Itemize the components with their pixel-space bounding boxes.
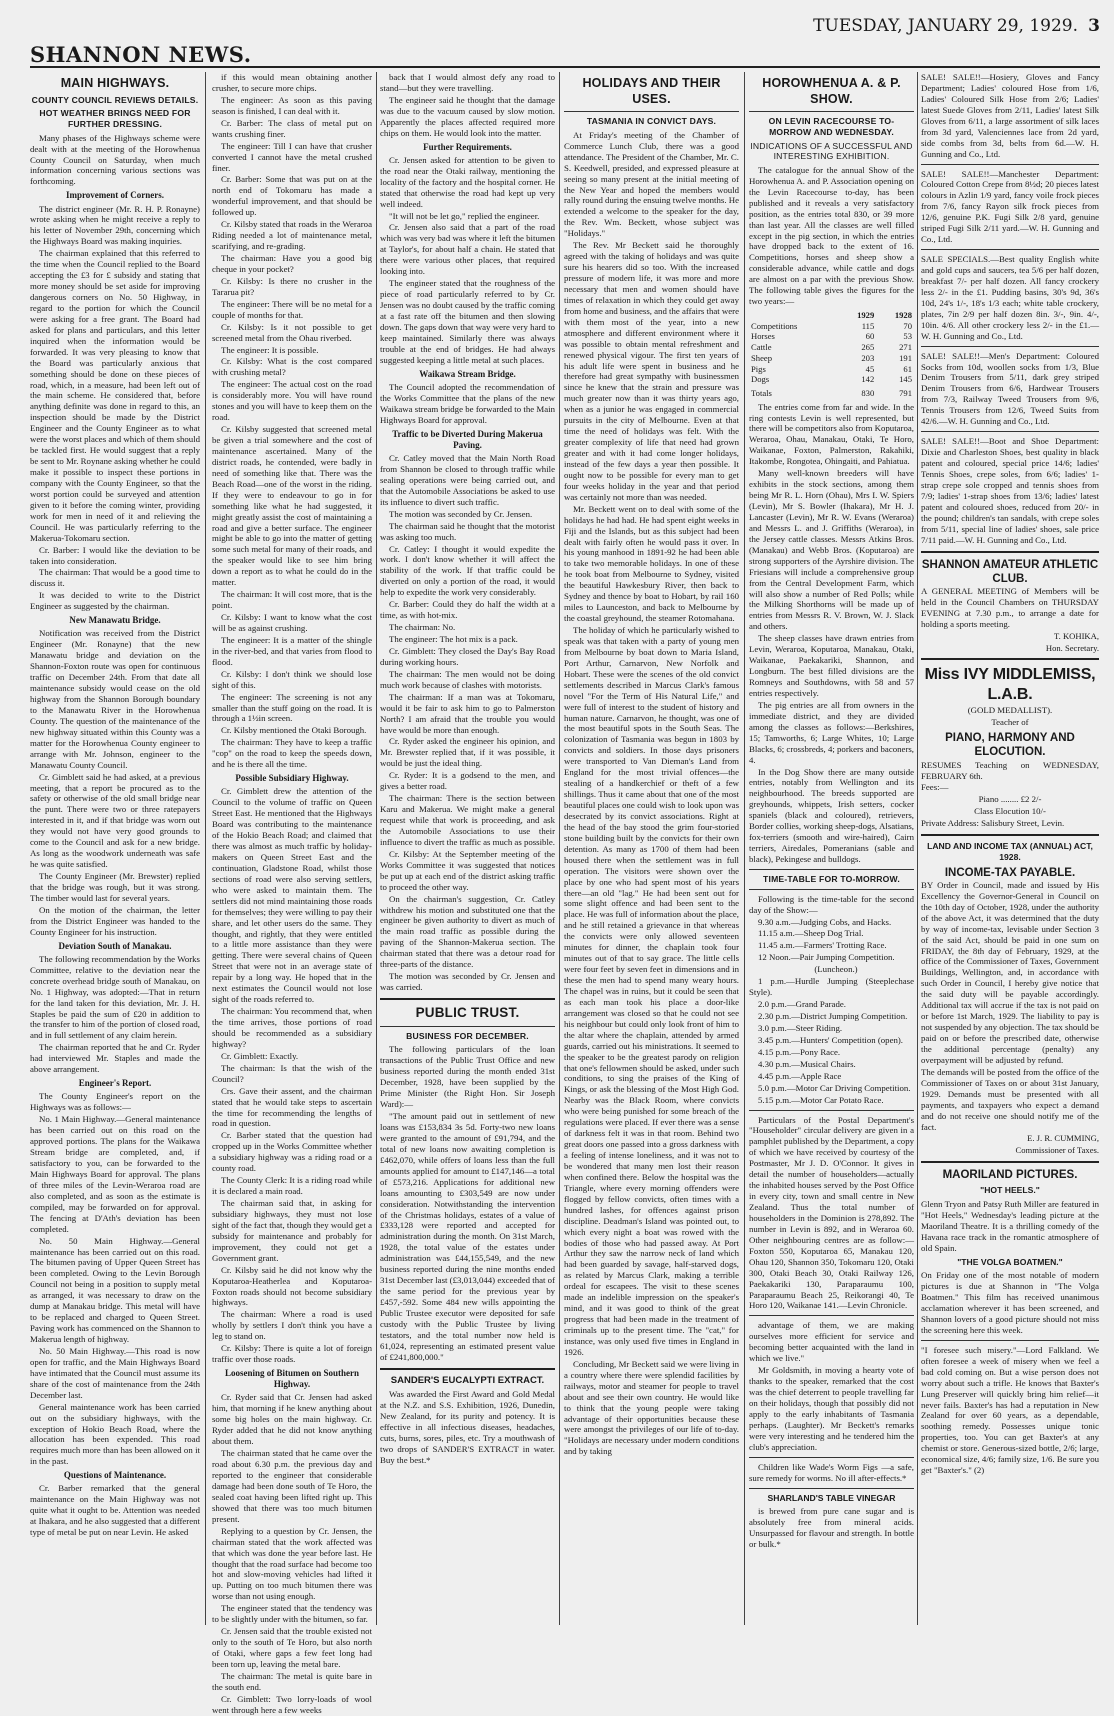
section-heading: Questions of Maintenance. — [63, 1470, 167, 1481]
column-rule — [205, 72, 206, 1625]
paragraph: Cr. Kilsby stated that roads in the Weraroa Riding needed a lot of maintenance metal, scarifying, and re-grading. — [212, 219, 372, 252]
timetable-item: (Luncheon.) — [814, 964, 858, 975]
timetable-item: 4.30 p.m.—Musical Chairs. — [758, 1058, 856, 1069]
paragraph: The chairman: The metal is quite bare in the south end. — [212, 1670, 372, 1692]
advert-heading: INCOME-TAX PAYABLE. — [944, 866, 1076, 879]
paragraph: The engineer: As soon as this paving season is finished, I can deal with it. — [212, 94, 372, 116]
table-total-row — [749, 385, 914, 399]
paragraph: Cr. Catley moved that the Main North Road from Shannon be closed to through traffic while sealing operations were being carried out, and that the Automobile Associations be asked to use its influence to divert such traffic. — [380, 453, 555, 507]
paragraph: On the motion of the chairman, the letter from the District Engineer was handed to the County Engineer for his instruction. — [30, 904, 200, 937]
paragraph: Cr. Catley: I thought it would expedite the work. I don't know whether it will affect the stability of the work. If that traffic could be diverted on only a portion of the road, it would help to expedite the work very considerably. — [380, 543, 555, 598]
divider — [749, 111, 914, 112]
paragraph: Cr. Jensen also said that a part of the road which was very bad was where it left the bitumen at Taylor's, for about half a chain. He stated that there were various other places, that required looking into. — [380, 222, 555, 277]
notice-text: The demands will be posted from the office of the Commissioner of Taxes on or about 31st January, 1929. Demands must be presented with all payments, and taxpayers who expect a demand and do not receive one should notify me of the fact. — [921, 1066, 1099, 1132]
subheadline: TASMANIA IN CONVICT DAYS. — [586, 116, 717, 127]
paragraph: The chairman said he thought that the motorist was asking too much. — [380, 520, 555, 542]
advert-heading: SHANNON AMATEUR ATHLETIC CLUB. — [921, 558, 1099, 585]
divider — [921, 834, 1099, 836]
paragraph: The Rev. Mr Beckett said he thoroughly agreed with the taking of holidays and was quite sure his hearers did so too. With the increased pressure of modern life, it was more and more necessary that men and women should have times of relaxation in which they could get away from home and business, and the affairs that were with them most of the year, into a new atmosphere and different environment where it was possible to obtain mental refreshment and renewed physical vigour. The first ten years of his adult life were spent in business and he therefore had great sympathy with businessmen since he knew that the strain and pressure was much greater now than it was thirty years ago, when as a junior he was engaged in commercial pursuits in the city of Melbourne. Even at that time the need of holidays was felt. With the greater complexity of life that need had grown greater and with it had come longer holidays, instead of the few days a year then possible. It ought now to be possible for every man to get four weeks holiday in the year and that period was certainly not more than was needed. — [564, 240, 739, 502]
paragraph: Cr. Barber stated that the question had cropped up in the Works Committee whether a subsidiary highway was a riding road or a county road. — [212, 1130, 372, 1174]
paragraph: At Friday's meeting of the Chamber of Commerce Lunch Club, there was a good attendance. The President of the Chamber, Mr. C. S. Keedwell, presided, and expressed pleasure at seeing so many present at the initial meeting of the New Year and hoped the members would rally round during the ensuing twelve months. He extended a welcome to the speaker for the day, the Rev. Wm. Beckett, whose subject was "Holidays." — [564, 129, 739, 239]
subheadline: BUSINESS FOR DECEMBER. — [406, 1030, 529, 1041]
divider — [564, 111, 739, 112]
subheadline: TIME-TABLE FOR TO-MORROW. — [763, 873, 900, 884]
table-row — [749, 331, 914, 342]
advert-text: Was awarded the First Award and Gold Medal at the N.Z. and S.S. Exhibition, 1926, Dunedin, New Zealand, for its purity and potency. It is effective in all infectious diseases, headaches, cuts, burns, sores, piles, etc. Try a mouthwash of two drops of SANDER'S EXTRACT in water. Buy the best.* — [380, 1389, 555, 1466]
paragraph: General maintenance work has been carried out on the subsidiary highways, with the exception of Hokio Beach Road, where the allocation has been expended. This road requires much more than has been allowed on it in the past. — [30, 1401, 200, 1467]
paragraph: Cr. Barber: Some that was put on at the north end of Tokomaru has made a wonderful improvement, and that should be followed up. — [212, 174, 372, 218]
paragraph: if this would mean obtaining another crusher, to secure more chips. — [212, 72, 372, 93]
section-heading: Engineer's Report. — [78, 1078, 152, 1089]
section-heading: Possible Subsidiary Highway. — [235, 773, 349, 784]
paragraph: On the chairman's suggestion, Cr. Catley withdrew his motion and substituted one that the engineer be given authority to divert as much of the main road traffic as possible during the paving of the Shannon-Makerua section. The chairman stated that there was a detour road for three-parts of the distance. — [380, 893, 555, 970]
paper-name: SHANNON NEWS. — [30, 42, 252, 67]
subheadline: COUNTY COUNCIL REVIEWS DETAILS. — [31, 94, 199, 105]
divider — [921, 346, 1099, 347]
section-heading: Deviation South of Manakau. — [58, 940, 172, 951]
year-header: 1928 — [894, 310, 912, 321]
subheadline: INDICATIONS OF A SUCCESSFUL AND INTERESTING EXHIBITION. — [750, 140, 913, 162]
divider — [749, 889, 914, 890]
headline-main-highways: MAIN HIGHWAYS. — [60, 76, 170, 90]
column-2 — [212, 72, 373, 1715]
paragraph: The engineer: It is a matter of the shingle in the river-bed, and that varies from flood to flood. — [212, 634, 372, 667]
table-row — [749, 353, 914, 364]
paragraph: The district engineer (Mr. R. H. P. Ronayne) wrote asking when he might receive a reply to his letter of November 29th, concerning which the Highways Board was making inquiries. — [30, 203, 200, 247]
advert-specials: SALE SPECIALS.—Best quality English white and gold cups and saucers, tea 5/6 per half dozen, breakfast 7/- per half dozen. All fancy crockery less 2/- in the £1. Pudding basins, 30's 9d, 36's 10d, 24's 1/-, 18's 1/3 each; white table crockery, plates, 7in 2/9 per half dozen 8in. 3/-, 9in. 4/-, 10in. 4/6. All other crockery less 2/- in the £1.—W. H. Gunning and Co., Ltd. — [921, 254, 1099, 341]
table-header-row — [749, 310, 914, 321]
timetable-item: 3.0 p.m.—Steer Riding. — [758, 1022, 843, 1033]
paragraph: The chairman: You recommend that, when the time arrives, those portions of road should be recommended as a subsidiary highway? — [212, 1006, 372, 1049]
advert-text: Private Address: Salisbury Street, Levin. — [921, 818, 1065, 829]
divider — [749, 869, 914, 870]
paragraph: Cr. Gimblett: Two lorry-loads of wool went through here a few weeks — [212, 1693, 372, 1715]
masthead — [30, 16, 1100, 68]
paragraph: Many well-known breeders will have exhibits in the stock sections, among them being Mr R. L. Horn (Ohau), Mrs I. W. Spiers (Levin), Mr S. Bowler (Ihakara), Mr H. J. Lancaster (Levin), Mr R. W. Evans (Weraroa) and Messrs L. and J. Griffiths (Weraroa), in the Jersey cattle classes. Messrs Atkins Bros. (Manakau) and Webb Bros. (Koputaroa) are strong supporters of the Ayrshire division. The Friesians will include a comprehensive group from the Central Development Farm, which will also show a number of Red Polls; while the Milking Shorthorns will be made up of entries from Messrs R. V. Brown, W. J. Slack and others. — [749, 468, 914, 632]
divider — [921, 658, 1099, 660]
section-heading: Further Requirements. — [423, 141, 512, 152]
column-3 — [380, 72, 555, 1625]
table-row — [749, 321, 914, 332]
page-number: 3 — [1088, 16, 1100, 36]
paragraph: Crs. Gave their assent, and the chairman stated that he would take steps to ascertain the time for recommending the lengths of road in question. — [212, 1085, 372, 1129]
row-value: 265 — [861, 342, 875, 353]
row-label: Pigs — [751, 363, 766, 374]
row-label: Sheep — [751, 352, 773, 363]
advert-heading: SANDER'S EUCALYPTI EXTRACT. — [390, 1374, 545, 1386]
paragraph: advantage of them, we are making ourselves more efficient for service and becoming better acquainted with the land in which we live." — [749, 1320, 914, 1364]
row-value: 60 — [865, 331, 875, 342]
column-rule — [744, 72, 745, 1625]
advert-text: Class Elocution 10/- — [974, 806, 1046, 817]
row-value: 145 — [899, 374, 912, 385]
advert-subjects: PIANO, HARMONY AND ELOCUTION. — [945, 731, 1075, 759]
headline-public-trust: PUBLIC TRUST. — [415, 1005, 520, 1020]
paragraph: Replying to a question by Cr. Jensen, the chairman stated that the work affected was that which was done the year before last. He thought that the road surface had become too hot and slow-moving vehicles had lifted it up. Putting on too much bitumen there was worse than not using enough. — [212, 1525, 372, 1602]
advert-text: Piano ........ £2 2/- — [978, 794, 1042, 805]
advert-text: is brewed from pure cane sugar and is absolutely free from mineral acids. Unsurpassed for flavour and strength. In bottle or bulk.* — [749, 1506, 914, 1549]
row-value: 271 — [899, 342, 912, 353]
advert-heading: LAND AND INCOME TAX (ANNUAL) ACT, 1928. — [927, 841, 1093, 862]
advert-mens: SALE! SALE!!—Men's Department: Coloured Socks from 10d, woollen socks from 1/3, Blue Denim Trousers from 5/11, dark grey striped Denim Trousers from 6/6, Hardwear Trousers from 7/3, Railway Tweed Trousers from 9/6, Tennis Trousers from 12/6, Tweed Suits from 42/6.—W. H. Gunning and Co., Ltd. — [921, 350, 1099, 427]
column-6 — [921, 72, 1099, 1625]
table-row — [749, 342, 914, 353]
paragraph: back that I would almost defy any road to stand—but they were travelling. — [380, 72, 555, 93]
paragraph: "The amount paid out in settlement of new loans was £153,834 3s 5d. Forty-two new loans were granted to the amount of £91,794, and the total of new loans now awaiting completion is £462,070, while offers of loans less than the full amounts applied for amount to £147,146—a total of £573,216. Applications for additional new loans amounting to £303,549 are now under consideration. Notwithstanding the intervention of the Christmas holidays, estates of a value of £333,128 were reported and accepted for administration during the month. On 31st March, 1928, the total value of the estates under administration was £44,155,549, and the new business reported during the nine months ended 31st December last (£3,013,044) exceeded that of the same period for the previous year by £457,-592. Some 484 new wills appointing the Public Trustee executor were deposited for safe custody with the Public Trustee by living testators, and the total number now held is 61,024, representing an estimated present value of £241,800,000." — [380, 1111, 555, 1362]
subheadline: "THE VOLGA BOATMEN." — [957, 1256, 1063, 1267]
section-heading: New Manawatu Bridge. — [69, 615, 161, 626]
paragraph: The sheep classes have drawn entries from Levin, Weraroa, Koputaroa, Manakau, Otaki, Waikanae, Paekakariki, Shannon, and Longburn. The best filled divisions are the Romneys and Southdowns, with 58 and 57 entries respectively. — [749, 633, 914, 698]
timetable-item: 5.0 p.m.—Motor Car Driving Competition. — [758, 1082, 911, 1093]
advert-text: "I foresee such misery."—Lord Falkland. We often foresee a week of misery when we feel a bad cold coming on. But a wise person does not worry about such a trifle. He knows that Baxter's Lung Preserver will quickly bring him relief—it never fails. Baxter's has had a reputation in New Zealand for over 60 years, as a dependable, soothing remedy. Possesses unique tonic properties, too. You can get Baxter's at any chemist or store. Generous-sized bottle, 2/6; large, economical size, 4/6; family size, 1/6. Be sure you get "Baxter's." (2) — [921, 1344, 1099, 1476]
paragraph: Cr. Ryder: It is a godsend to the men, and gives a better road. — [380, 770, 555, 792]
paragraph: The engineer: It is possible. — [221, 344, 319, 355]
row-value: 61 — [903, 363, 912, 374]
paragraph: Cr. Kilsby: There is quite a lot of foreign traffic over those roads. — [212, 1343, 372, 1365]
column-rule — [559, 72, 560, 1625]
timetable-item: 11.15 a.m.—Sheep Dog Trial. — [758, 928, 864, 939]
row-value: 53 — [903, 331, 912, 342]
paragraph: The chairman: It will cost more, that is the point. — [212, 589, 372, 611]
row-value: 791 — [899, 387, 912, 398]
divider — [921, 249, 1099, 250]
paragraph: The chairman reported that he and Cr. Ryder had interviewed Mr. Staples and made the above arrangement. — [30, 1042, 200, 1075]
row-value: 115 — [861, 320, 875, 331]
timetable-item: 11.45 a.m.—Farmers' Trotting Race. — [758, 940, 887, 951]
paragraph: The engineer: The hot mix is a pack. — [389, 634, 518, 644]
divider — [380, 1026, 555, 1027]
paragraph: Cr. Kilsby: I want to know what the cost will be as against crushing. — [212, 612, 372, 633]
paragraph: No. 50 Main Highway.—This road is now open for traffic, and the Main Highways Board have intimated that the Council must assume its share of the cost of maintenance from the 24th December last. — [30, 1345, 200, 1400]
section-heading: Waikawa Stream Bridge. — [419, 368, 516, 379]
paragraph: The chairman: No. — [389, 622, 456, 633]
subheadline: "HOT HEELS." — [980, 1185, 1040, 1196]
paragraph: The Council adopted the recommendation of the Works Committee that the plans of the new Waikawa stream bridge be forwarded to the Main Highways Board for approval. — [380, 381, 555, 425]
divider — [749, 1488, 914, 1489]
divider — [921, 164, 1099, 165]
row-label: Dogs — [751, 374, 770, 385]
column-5 — [749, 72, 914, 1625]
advert-subtitle: (GOLD MEDALLIST). — [967, 705, 1053, 716]
advert-text: Fees:— — [921, 782, 949, 793]
table-row — [749, 374, 914, 385]
advert-hosiery: SALE! SALE!!—Hosiery, Gloves and Fancy Department; Ladies' coloured Hose from 1/6, Ladies' Coloured Silk Hose from 2/6; Ladies' latest Suede Gloves from 2/11, Ladies' latest Silk Gloves from 6/11, a large assortment of silk laces from 3d yard, Valenciennes lace from 2d yard, side combs from 3d, belts from 6d.—W. H. Gunning and Co., Ltd. — [921, 72, 1099, 159]
paragraph: Cr. Gimblett drew the attention of the Council to the volume of traffic on Queen Street East. He mentioned that the Highways Board was contributing to the maintenance of the Hokio Beach Road; and claimed that there was almost as much traffic by holiday-makers on Queen Street East and the continuation, Gladstone Road, whilst those sections of road were also serving settlers, who were asked to maintain them. The settlers did not mind maintaining those roads for themselves; they were willing to pay their share, and let other users do the same. They thought, and rightly, that they were entitled to a little more assistance than they were getting. There were several chains of Queen Street that were not in an average state of repair by a long way. He hoped that in the next estimates the Council would not lose sight of the roads referred to. — [212, 786, 373, 1005]
paragraph: The County Engineer's report on the Highways was as follows:— — [30, 1091, 200, 1113]
timetable-item: 9.30 a.m.—Judging Cobs, and Hacks. — [758, 916, 892, 927]
paragraph: The chairman: Have you a good big cheque in your pocket? — [212, 253, 372, 274]
paragraph: The chairman stated that he came over the road about 6.30 p.m. the previous day and reported to the engineer that considerable damage had been done south of Te Horo, the sealed coat having been lifted right up. This showed that there was too much bitumen present. — [212, 1448, 372, 1524]
paragraph: Cr. Kilsby: At the September meeting of the Works Committee it was suggested that notices be put up at each end of the district asking traffic to proceed the other way. — [380, 848, 555, 892]
paragraph: The engineer: There will be no metal for a couple of months for that. — [212, 298, 372, 320]
paragraph: No. 50 Main Highway.—General maintenance has been carried out on this road. The bitumen paving of Upper Queen Street has been completed. Owing to the Levin Borough Council not being in a position to supply metal as arranged, it was necessary to draw on the dump at Manakau bridge. This metal will have to be replaced and charged to Queen Street. Paving work has commenced on the Shannon to Makerua length of highway. — [30, 1235, 200, 1344]
paragraph: The chairman said that, in asking for subsidiary highways, they must not lose sight of the fact that, though they would get a subsidy for maintenance and probably for improvement, they could not get a Government grant. — [212, 1198, 372, 1263]
column-4 — [564, 72, 739, 1625]
paragraph: The chairman: They have to keep a traffic "cop" on the road to keep the speeds down, and he is there all the time. — [212, 737, 372, 770]
row-label: Competitions — [751, 320, 798, 331]
divider — [921, 551, 1099, 553]
row-label: Cattle — [751, 342, 772, 353]
paragraph: Cr. Kilsby: Is it not possible to get screened metal from the Ohau riverbed. — [212, 321, 372, 343]
paragraph: "It will not be let go," replied the engineer. — [389, 210, 540, 221]
timetable-item: 4.45 p.m.—Apple Race — [758, 1070, 842, 1081]
column-rule — [917, 72, 918, 1625]
paragraph: The County Clerk: It is a riding road while it is declared a main road. — [212, 1175, 372, 1197]
paragraph: Cr. Kilsby said he did not know why the Koputaroa-Heatherlea and Koputaroa-Foxton roads should not become subsidiary highways. — [212, 1264, 372, 1308]
section-heading: Improvement of Corners. — [65, 190, 165, 201]
row-label: Totals — [751, 387, 772, 398]
headline-show: HOROWHENUA A. & P. SHOW. — [762, 76, 901, 106]
divider — [921, 1340, 1099, 1341]
divider — [749, 1315, 914, 1316]
paragraph: The engineer: The screening is not any smaller than the stuff going on the road. It is through a 1½in screen. — [212, 691, 372, 724]
paragraph: The catalogue for the annual Show of the Horowhenua A. and P. Association opening on the Levin Racecourse to-day, has been published and it reveals a very satisfactory position, as the entries total 830, or 39 more than last year. All the classes are well filled except in the pig section, in which the entries have dropped back to the extent of 16. Competitions, horses and sheep show a considerable advance, while cattle and dogs are almost on a par with the previous Show. The following table gives the figures for the two years:— — [749, 164, 914, 307]
paragraph: Concluding, Mr Beckett said we were living in a country where there were splendid facilities by railways, motor and steamer for people to travel about and see their own country. He would like to think that the young people were taking advantage of their opportunities because these were amongst the privileges of our life of to-day. "Holidays are necessary under modern conditions and by taking — [564, 1358, 739, 1457]
paragraph: The following particulars of the loan transactions of the Public Trust Office and new business reported during the month ended 31st December, 1928, have been supplied by the Prime Minister (the Right Hon. Sir Joseph Ward):— — [380, 1044, 555, 1110]
paragraph: The following recommendation by the Works Committee, relative to the deviation near the concrete overhead bridge south of Manakau, on No. 1 Highway, was adopted:—That in return for the land taken for this deviation, Mr. J. H. Staples be paid the sum of £20 in addition to the transfer to him of the portion of closed road, and in full settlement of any claim herein. — [30, 953, 200, 1041]
row-value: 191 — [899, 352, 912, 363]
paragraph: Cr. Jensen said that the trouble existed not only to the south of Te Horo, but also north of Otaki, where gaps a few feet long had been torn up, leaving the metal bare. — [212, 1626, 372, 1669]
row-value: 142 — [861, 374, 875, 385]
paragraph: Cr. Kilsby: I don't think we should lose sight of this. — [212, 668, 372, 690]
paragraph: In the Dog Show there are many outside entries, notably from Wellington and its neighbourhood. The breeds supported are greyhounds, whippets, Irish setters, cocker spaniels (black and coloured), retrievers, Border collies, working sheep-dogs, Alsatians, fox-terriers (smooth and wire-haired), Cairn terriers, Airedales, Pomeranians (sable and black), Pekingese and bulldogs. — [749, 766, 914, 864]
advert-athletic-meeting: A GENERAL MEETING of Members will be held in the Council Chambers on THURSDAY EVENING at 7.30 p.m., to arrange a date for holding a sports meeting. — [921, 586, 1099, 629]
paragraph: The chairman: Where a road is used wholly by settlers I don't think you have a leg to stand on. — [212, 1309, 372, 1342]
timetable-item: 1 p.m.—Hurdle Jumping (Steeplechase Style). — [749, 976, 914, 998]
divider — [921, 431, 1099, 432]
table-row — [749, 364, 914, 375]
paragraph: Notification was received from the District Engineer (Mr. Ronayne) that the new Manawatu bridge and deviation on the Shannon-Foxton route was open for continuous traffic on December 24th. From that date all maintenance subsidy would cease on the old highway from the Shannon Borough boundary to the Manawatu River in the Horowhenua County. The question of the maintenance of the new highway situated within this County was a matter for the Horowhenua County engineer to arrange with Mr. Johnson, engineer to the Manawatu County Council. — [30, 628, 200, 770]
divider — [380, 1368, 555, 1370]
advert-text: RESUMES Teaching on WEDNESDAY, FEBRUARY 6th. — [921, 759, 1099, 781]
paragraph: The chairman: Is that the wish of the Council? — [212, 1062, 372, 1084]
paragraph: Particulars of the Postal Department's "Householder" circular delivery are given in a pamphlet published by the Department, a copy of which we have received by courtesy of the Postmaster, Mr J. D. O'Connor. It gives in detail the number of householders—actually the inhabited houses served by the Post Office in every city, town and small centre in New Zealand. Thus the total number of householders in the Dominion is 278,892. The number in Levin is 892, and in Weraroa 60. Other neighbouring centres are as follow:—Foxton 550, Koputaroa 65, Manakau 120, Ohau 120, Shannon 350, Tokomaru 120, Otaki 300, Otaki Beach 30, Otaki Railway 126, Paekakariki 130, Paraparaumu 100, Paraparaumu Beach 25, Reikorangi 40, Te Horo 120, Waikanae 141.—Levin Chronicle. — [749, 1114, 914, 1311]
advert-heading: SHARLAND'S TABLE VINEGAR — [767, 1492, 896, 1503]
paragraph: Glenn Tryon and Patsy Ruth Miller are featured in "Hot Heels," Wednesday's leading picture at the Maoriland Theatre. It is a thrilling comedy of the Havana race track in the romantic atmosphere of old Spain. — [921, 1198, 1099, 1253]
paragraph: The pig entries are all from owners in the immediate district, and they are divided among the classes as follows:—Berkshires, 15; Tamworths, 6; Large Whites, 10; Large Blacks, 6; crossbreds, 4; porkers and baconers, 4. — [749, 699, 914, 765]
timetable-item: 12 Noon.—Pair Jumping Competition. — [758, 952, 895, 963]
paragraph: Cr. Barber remarked that the general maintenance on the Main Highway was not quite what it ought to be. Attention was needed at Ihakara, and he also suggested that a different type of metal be put on near Levin. He asked — [30, 1483, 200, 1538]
timetable-item: 2.0 p.m.—Grand Parade. — [758, 999, 846, 1010]
divider — [749, 1457, 914, 1458]
paragraph: Cr. Gimblett: Exactly. — [221, 1050, 299, 1061]
paragraph: The entries come from far and wide. In the ring contests Levin is well represented, but there will be competitors also from Koputaroa, Weraroa, Ohau, Manakau, Otaki, Te Horo, Waikanae, Foxton, Palmerston, Rakahiki, Itakombe, Rongotea, Ohingaiti, and Pahiatua. — [749, 401, 914, 467]
paragraph: The engineer stated that the tendency was to be slightly under with the bitumen, so far. — [212, 1603, 372, 1625]
paragraph: Cr. Gimblett said he had asked, at a previous meeting, that a report be procured as to the safety or otherwise of the old small bridge near the punt. There were two or three ratepayers interested in it, and if that bridge was worn out they would not have very good grounds to come to the Council and ask for a new bridge. As long as the woodwork underneath was safe he was quite satisfied. — [30, 771, 200, 870]
paragraph: Cr. Ryder asked the engineer his opinion, and Mr. Brewster replied that, if it was possible, it would be just the ideal thing. — [380, 736, 555, 769]
entries-table — [749, 310, 914, 399]
paragraph: The motion was seconded by Cr. Jensen. — [389, 508, 533, 519]
divider — [380, 998, 555, 1000]
paragraph: The engineer: The actual cost on the road is considerably more. You will have round stones and you will have to keep them on the road. — [212, 379, 372, 423]
headline-holidays: HOLIDAYS AND THEIR USES. — [582, 76, 721, 106]
advert-subtitle: Teacher of — [991, 717, 1029, 727]
paragraph: Cr. Kilsby mentioned the Otaki Borough. — [221, 725, 367, 736]
advert-teacher-name: Miss IVY MIDDLEMISS, L.A.B. — [924, 666, 1096, 704]
paragraph: Cr. Barber: Could they do half the width at a time, as with hot-mix. — [380, 599, 555, 621]
column-rule — [376, 72, 377, 1625]
signature: Hon. Secretary. — [1045, 642, 1099, 653]
paragraph: The County Engineer (Mr. Brewster) replied that the bridge was rough, but it was strong. The timber would last for several years. — [30, 871, 200, 903]
advert-shoes: SALE! SALE!!—Boot and Shoe Department: Dixie and Charleston Shoes, best quality in black patent and coloured, special price 14/6; ladies' Tennis Shoes, crepe soles, from 6/6; ladies' 1-strap crepe sole cropped and tennis shoes from 7/9; ladies' 1-strap shoes from 13/6; ladies' latest patent and coloured shoes, reduced from 20/- in the pound; children's tan sandals, with crepe soles from 5/11, special line of ladies' shoes, sale price 7/11 paid.—W. H. Gunning and Co., Ltd. — [921, 436, 1099, 545]
section-heading: Loosening of Bitumen on Southern Highway. — [224, 1368, 360, 1390]
column-1 — [30, 72, 200, 1625]
paragraph: The chairman: If a man was at Tokomaru, would it be fair to ask him to go to Palmerston North? I am afraid that the trouble you would have would be more than enough. — [380, 691, 555, 735]
issue-date: TUESDAY, JANUARY 29, 1929. — [813, 16, 1078, 36]
paragraph: Cr. Jensen asked for attention to be given to the road near the Otaki railway, mentioning the locality of the factory and the hospital corner. He stated that otherwise the road had kept up very well indeed. — [380, 154, 555, 209]
timetable-item: 3.45 p.m.—Hunters' Competition (open). — [758, 1034, 904, 1045]
signature: Commissioner of Taxes. — [1015, 1145, 1099, 1156]
divider — [921, 1161, 1099, 1163]
paragraph: The holiday of which he particularly wished to speak was that taken with a party of young men from Melbourne by boat down to Maria Island, Port Arthur, Carnarvon, New Norfolk and Hobart. These were the scenes of the old convict settlements described in Marcus Clark's famous novel "For the Term of His Natural Life," and were full of interest to the student of history and human nature. Carnarvon, he thought, was one of the most beautiful spots in the South Seas. The colonization of Tasmania was begun in 1803 by convicts and soldiers. In those days prisoners were transported to Van Dieman's Land from England for the most trivial offences—the stealing of a handkerchief or theft of a few shillings. Thus it came about that one of the most beautiful places one could wish to look upon was desecrated by its convict associations. Right at the head of the bay stood the grim four-storied stone building built by the convicts for their own detention. As many as 1700 of them had been housed there when the settlement was in full operation. The visitors were shown over the place by one who had spent most of his years there—an old "lag." He had been sent out for some slight offence and had been sent to the place. He was full of information about the place, and he still retained a grievance in that whereas the convicts were only allowed seventeen minutes for dinner, the chaplain took four minutes out of that to say grace. The little cells were four feet by seven feet in dimensions and in these the men had to spend many weary hours. The chapel was in ruins, but it could be seen that as each man took his place a door-like arrangement was closed so that he could not see his neighbour but could only look front of him to the altar where the chaplain, attended by armed guards, carried out his ministrations. It seemed to the speaker to be the greatest parody on religion that one's fellowmen should be asked, under such conditions, to sing the praises of the King of Kings, or ask the blessing of the Most High God. Nearby was the Black Room, where convicts who were being punished for some breach of the regulations were placed. If ever there was a sense of darkness felt it was in that room. Behind two great doors one passed into a gross darkness with a feeling of intense loneliness, and it was not to be wondered that many men lost their reason when confined there. Below the hospital was the Triangle, where every morning offenders were flogged by fellow convicts, often times with a hundred lashes, for offences against prison discipline. Deadman's Island was pointed out, to which every night a boat was rowed with the bodies of those who had passed away. At Port Arthur they saw the narrow neck of land which had been guarded by savage, half-starved dogs, as related by Marcus Clark, making a terrible ordeal for escapees. The visit to these scenes made an indelible impression on the speaker's mind, and it was good to think of the great progress that had been made in the treatment of criminals up to the present time. The "cat," for instance, was only used five times in England in 1926. — [564, 625, 739, 1357]
row-value: 70 — [903, 320, 912, 331]
row-value: 830 — [861, 387, 875, 398]
advert-heading: MAORILAND PICTURES. — [942, 1168, 1078, 1181]
subheadline: ON LEVIN RACECOURSE TO-MORROW AND WEDNESDAY. — [768, 116, 895, 137]
paragraph: The engineer said he thought that the damage was due to the vacuum caused by slow motion. Apparently the places affected required more chips on them. He would look into the matter. — [380, 94, 555, 138]
paragraph: Cr. Kilsby suggested that screened metal be given a trial somewhere and the cost of maintenance ascertained. Many of the district roads, he contended, were badly in need of something like that. There was the Beach Road—one of the worst in the riding. If they were to endeavour to go in for something like what he had suggested, it might greatly assist the cost of maintaining a road and give a better surface. The engineer might be able to go into the matter of getting some such metal for many of their roads, and the speaker would like to see him bring down a report as to what he could do in the matter. — [212, 424, 372, 588]
timetable-item: 5.15 p.m.—Motor Car Potato Race. — [758, 1094, 884, 1105]
paragraph: Cr. Kilsby: Is there no crusher in the Tararua pit? — [212, 275, 372, 297]
notice-text: BY Order in Council, made and issued by His Excellency the Governor-General in Council on the 10th day of October, 1928, under the authority of the above Act, it was determined that the duty by way of income-tax, levisable under Section 3 of the said Act, should be paid in one sum on FRIDAY, the 8th day of February, 1929, at the office of the Commissioner of Taxes, Government Buildings, Wellington, and, in accordance with such Order in Council, I hereby give notice that the said duty will be payable accordingly. Additional tax will accrue if the tax is not paid on or before 1st March, 1929. The liability to pay is not suspended by any objection. The tax should be paid on or before the prescribed date, otherwise the additional percentage (penalty) any overpayment will be adjusted by refund. — [921, 879, 1099, 1065]
paragraph: The chairman explained that this referred to the time when the Council replied to the Board accepting the £3 for £ subsidy and stating that more money should be set aside for improving dangerous corners on No. 50 Highway, in regard to the portion for which the Council were asking for a free grant. The Board had asked for plans and particulars, and this letter inquired when the information would be forwarded. It was very pleasing to know that the Board was particularly anxious that something should be done on these pieces of road, which, in a measure, had been left out of the main scheme. He considered that, before anything definite was done in regard to this, an inspection should be made by the District Engineer and the County Engineer as to what were the worst places and which of them should be tackled first. He would suggest that a reply be sent to Mr. Roynane asking whether he could make it possible to inspect these portions in company with the County Engineer, so that the worst portion could be surveyed and attention given to it before the coming winter, providing work for men in need of it and relieving the Council. He was particularly referring to the Makerua-Tokomaru section. — [30, 248, 200, 543]
row-value: 203 — [861, 352, 875, 363]
timetable-item: 4.15 p.m.—Pony Race. — [758, 1046, 841, 1057]
subheadline: HOT WEATHER BRINGS NEED FOR FURTHER DRESSING. — [39, 108, 191, 129]
paragraph: On Friday one of the most notable of modern pictures is due at Shannon in "The Volga Boatmen." This film has received unanimous acclamation wherever it has been screened, and Shannon lovers of a good picture should not miss the screening here this week. — [921, 1270, 1099, 1335]
paragraph: Mr Goldsmith, in moving a hearty vote of thanks to the speaker, remarked that the cost was the chief deterrent to people travelling far on their holidays, though that possibly did not apply to the early inhabitants of Tasmania perhaps. (Laughter). Mr Beckett's remarks were very interesting and he tendered him the club's appreciation. — [749, 1365, 914, 1452]
paragraph: The engineer stated that the roughness of the piece of road particularly referred to by Cr. Jensen was no doubt caused by the traffic coming at a fast rate off the bitumen and then slowing down. The gaps down that way were very hard to keep maintained. Similarly there was always trouble at the end of bridges. He had always suggested keeping a little metal at such places. — [380, 278, 555, 365]
paragraph: Many phases of the Highways scheme were dealt with at the meeting of the Horowhenua County Council on Saturday, when much information concerning various sections was forthcoming. — [30, 132, 200, 187]
advert-text: Children like Wade's Worm Figs —a safe, sure remedy for worms. No ill after-effects.* — [749, 1461, 914, 1483]
divider — [749, 1110, 914, 1111]
paragraph: The chairman: The men would not be doing much work because of clashes with motorists. — [380, 668, 555, 690]
signature: E. J. R. CUMMING, — [1027, 1133, 1099, 1144]
signature: T. KOHIKA, — [1054, 630, 1099, 641]
paragraph: Cr. Barber: The class of metal put on wants crushing finer. — [212, 117, 372, 139]
paragraph: The chairman: There is the section between Karu and Makerua. We might make a general request while that work is proceeding, and ask the Automobile Associations to use their influence to divert the traffic as much as possible. — [380, 793, 555, 847]
paragraph: Cr. Barber: I would like the deviation to be taken into consideration. — [30, 544, 200, 566]
timetable-item: 2.30 p.m.—District Jumping Competition. — [758, 1011, 908, 1021]
paragraph: Cr. Ryder said that Cr. Jensen had asked him, that morning if he knew anything about some big holes on the main highway. Cr. Ryder added that he did not know anything about them. — [212, 1392, 372, 1447]
section-heading: Traffic to be Diverted During Makerua Paving. — [392, 428, 543, 450]
paragraph: It was decided to write to the District Engineer as suggested by the chairman. — [30, 590, 200, 612]
paragraph: No. 1 Main Highway.—General maintenance has been carried out on this road on the approved portions. The plans for the Waikawa Stream bridge are completed, and, if satisfactory to you, can be forwarded to the Main Highways Board for approval. The plans of three miles of the Levin-Weraroa road are also completed, and as soon as the estimate is compiled, may be forwarded on for approval. The fencing at D'Ath's deviation has been completed. — [30, 1114, 200, 1234]
paragraph: Cr. Gimblett: They closed the Day's Bay Road during working hours. — [380, 645, 555, 667]
paragraph: Cr. Kilsby: What is the cost compared with crushing metal? — [212, 356, 372, 378]
paragraph: Mr. Beckett went on to deal with some of the holidays he had had. He had spent eight weeks in Fiji and the Islands, but as this subject had been dealt with fairly often he would pass it over. In his young manhood in 1891-92 he had been able to take two memorable holidays. In one of these he took boat from Melbourne to Sydney, visited the beautiful Hawkesbury River, then back to Sydney and thence by boat to Hobart, by rail 160 miles to Launceston, and back to Melbourne by the coastal greyhound, the steamer Rotomahana. — [564, 503, 739, 624]
row-label: Horses — [751, 331, 775, 342]
advert-manchester: SALE! SALE!!—Manchester Department: Coloured Cotton Crepe from 8½d; 20 pieces latest colours in Azlin 1/9 yard, fancy voile frock pieces from 7/6, fancy Rayon silk frock pieces from 12/6, genuine P.K. Fugi Silk 2/8 yard, genuine striped Fugi Silk 2/11 yard.—W. H. Gunning and Co., Ltd. — [921, 168, 1099, 245]
row-value: 45 — [865, 363, 875, 374]
year-header: 1929 — [857, 310, 875, 321]
paragraph: The engineer: Till I can have that crusher converted I cannot have the metal crushed finer. — [212, 140, 372, 173]
paragraph: The chairman: That would be a good time to discuss it. — [30, 567, 200, 589]
paragraph: The motion was seconded by Cr. Jensen and was carried. — [380, 971, 555, 993]
paragraph: Following is the time-table for the second day of the Show:— — [749, 893, 914, 915]
